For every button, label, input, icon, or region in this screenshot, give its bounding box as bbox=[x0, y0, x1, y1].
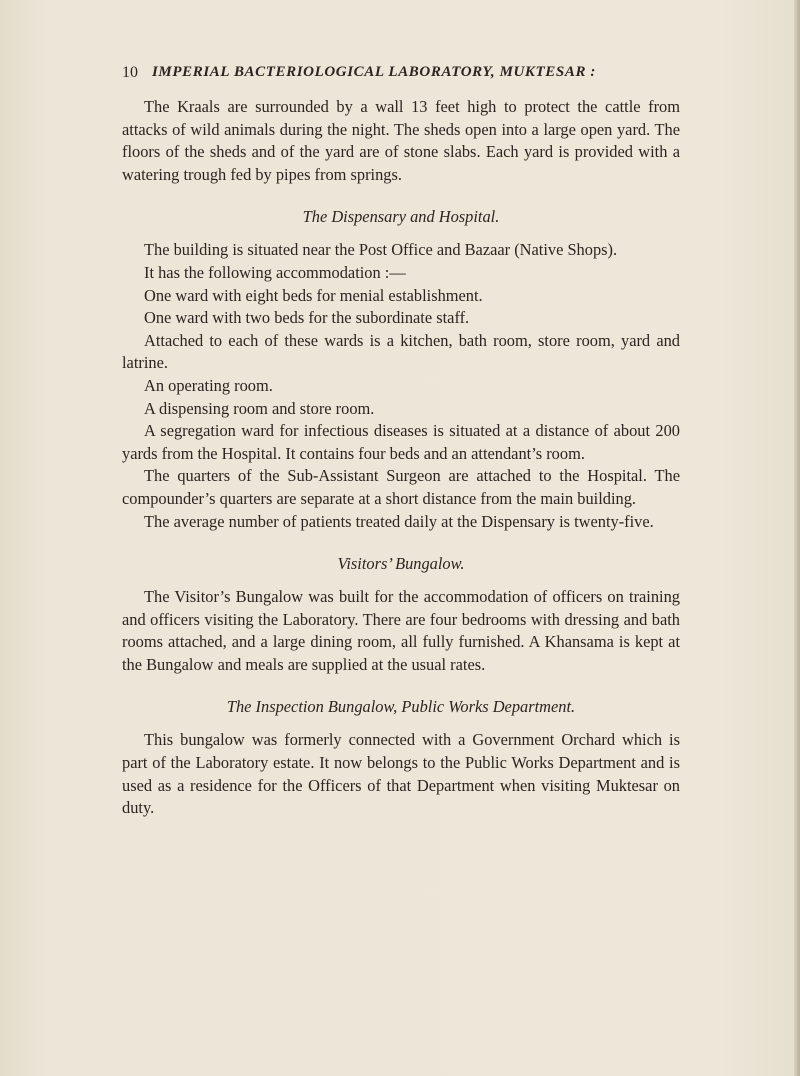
paragraph-inspection-bungalow: This bungalow was formerly connected with a Government Orchard which is part of the Laboratory estate. It now belongs to the Public Works Department and is used as a residence for the Officers of that Department when visiting Muktesar on duty. bbox=[122, 730, 680, 818]
page-edge-shadow bbox=[794, 0, 800, 1076]
paragraph-operating-room: An operating room. bbox=[144, 375, 273, 395]
heading-inspection-bungalow: The Inspection Bungalow, Public Works Department. bbox=[226, 697, 576, 717]
page-number: 10 bbox=[122, 64, 138, 81]
paragraph-segregation-ward: A segregation ward for infectious diseases is situated at a distance of about 200 yards from the Hospital. It contains four beds and an attendant’s room. bbox=[122, 421, 680, 463]
paragraph-ward-staff: One ward with two beds for the subordinate staff. bbox=[144, 308, 470, 328]
running-title: IMPERIAL BACTERIOLOGICAL LABORATORY, MUKTESAR : bbox=[152, 64, 597, 80]
heading-visitors-bungalow: Visitors’ Bungalow. bbox=[337, 554, 465, 574]
paragraph-dispensary-location: The building is situated near the Post Office and Bazaar (Native Shops). bbox=[144, 240, 618, 260]
paragraph-dispensing-room: A dispensing room and store room. bbox=[144, 398, 375, 418]
paragraph-visitors-bungalow: The Visitor’s Bungalow was built for the accommodation of officers on training and officers visiting the Laboratory. There are four bedrooms with dressing and bath rooms attached, and a large dining room, all fully furnished. A Khansama is kept at the Bungalow and meals are supplied at the usual rates. bbox=[122, 587, 680, 674]
paragraph-quarters: The quarters of the Sub-Assistant Surgeon are attached to the Hospital. The compounder’s quarters are separate at a short distance from the main building. bbox=[122, 466, 680, 508]
page-header bbox=[122, 64, 682, 88]
paragraph-attached-rooms: Attached to each of these wards is a kitchen, bath room, store room, yard and latrine. bbox=[122, 330, 680, 373]
heading-dispensary: The Dispensary and Hospital. bbox=[302, 207, 500, 227]
page-body bbox=[122, 96, 680, 820]
paragraph-kraals: The Kraals are surrounded by a wall 13 feet high to protect the cattle from attacks of wild animals during the night. The sheds open into a large open yard. The floors of the sheds and of the yard are of stone slabs. Each yard is provided with a watering trough fed by pipes from springs. bbox=[122, 97, 680, 184]
paragraph-patients: The average number of patients treated daily at the Dispensary is twenty-five. bbox=[144, 511, 654, 531]
paragraph-accommodation-intro: It has the following accommodation :— bbox=[144, 262, 406, 282]
paragraph-ward-menial: One ward with eight beds for menial establishment. bbox=[144, 285, 483, 305]
